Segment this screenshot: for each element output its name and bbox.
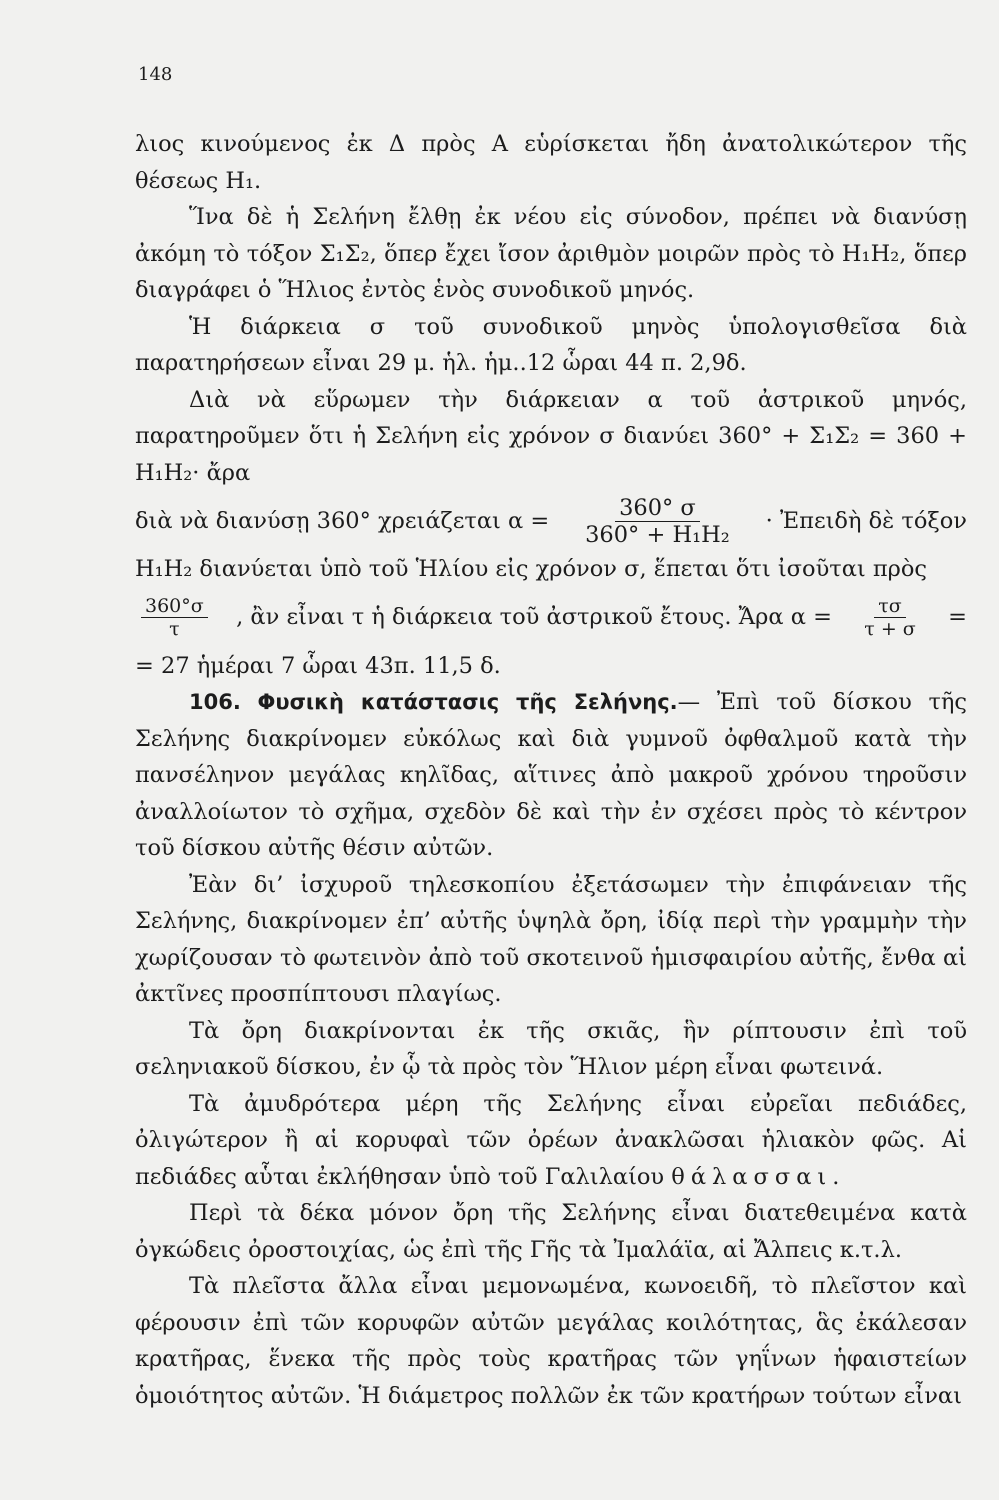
paragraph <box>135 1086 967 1196</box>
fraction <box>860 595 919 640</box>
section-number: 106. <box>189 690 241 714</box>
paragraph: Ἡ διάρκεια σ τοῦ συνοδικοῦ μηνὸς ὑπολογισθεῖσα διὰ παρατηρήσεων εἶναι 29 μ. ἡλ. ἡμ..12 ὧραι 44 π. 2,9δ. <box>135 313 967 376</box>
page-number: 148 <box>138 64 173 85</box>
paragraph-text: Τὰ ἀμυδρότερα μέρη τῆς Σελήνης εἶναι εὐρεῖαι πεδιάδες, ὀλιγώτερον ἢ αἱ κορυφαὶ τῶν ὀρέων ἀνακλῶσαι ἡλιακὸν φῶς. Αἱ πεδιάδες αὗται ἐκλήθησαν ὑπὸ τοῦ Γαλιλαίου <box>135 1090 967 1190</box>
paragraph: Ἵνα δὲ ἡ Σελήνη ἔλθῃ ἐκ νέου εἰς σύνοδον, πρέπει νὰ διανύσῃ ἀκόμη τὸ τόξον Σ₁Σ₂, ὅπερ ἔχει ἴσον ἀριθμὸν μοιρῶν πρὸς τὸ Η₁Η₂, ὅπερ διαγράφει ὁ Ἥλιος ἐντὸς ἑνὸς συνοδικοῦ μηνός. <box>135 204 967 303</box>
equation-line <box>135 588 967 648</box>
page-body <box>135 126 967 1414</box>
equals-sign: = <box>948 604 967 631</box>
fraction-denominator: τ <box>169 618 180 640</box>
fraction-numerator: 360° σ <box>615 495 700 522</box>
fraction <box>141 595 208 640</box>
paragraph: Διὰ νὰ εὕρωμεν τὴν διάρκειαν α τοῦ ἀστρικοῦ μηνός, παρατηροῦμεν ὅτι ἡ Σελήνη εἰς χρόνον σ διανύει 360° + Σ₁Σ₂ = 360 + Η₁Η₂· ἄρα <box>135 386 967 486</box>
equation-line <box>135 491 967 551</box>
equation-text: , ἂν εἶναι τ ἡ διάρκεια τοῦ ἀστρικοῦ ἔτους. Ἄρα α = <box>236 604 832 631</box>
fraction-numerator: τσ <box>874 595 905 618</box>
fraction-denominator: 360° + Η₁Η₂ <box>585 521 730 548</box>
paragraph: = 27 ἡμέραι 7 ὧραι 43π. 11,5 δ. <box>135 652 501 679</box>
paragraph: Τὰ ὄρη διακρίνονται ἐκ τῆς σκιᾶς, ἣν ρίπτουσιν ἐπὶ τοῦ σεληνιακοῦ δίσκου, ἐν ᾧ τὰ πρὸς τὸν Ἥλιον μέρη εἶναι φωτεινά. <box>135 1017 967 1080</box>
fraction <box>581 495 734 548</box>
equation-tail: · Ἐπειδὴ δὲ τόξον <box>765 507 967 534</box>
paragraph: Η₁Η₂ διανύεται ὑπὸ τοῦ Ἡλίου εἰς χρόνον σ, ἕπεται ὅτι ἰσοῦται πρὸς <box>135 556 928 582</box>
paragraph: Ἐὰν δι’ ἰσχυροῦ τηλεσκοπίου ἐξετάσωμεν τὴν ἐπιφάνειαν τῆς Σελήνης, διακρίνομεν ἐπ’ αὐτῆς ὑψηλὰ ὄρη, ἰδίᾳ περὶ τὴν γραμμὴν τὴν χωρίζουσαν τὸ φωτεινὸν ἀπὸ τοῦ σκοτεινοῦ ἡμισφαιρίου αὐτῆς, ἔνθα αἱ ἀκτῖνες προσπίπτουσι πλαγίως. <box>135 871 967 1007</box>
fraction-denominator: τ + σ <box>864 618 916 640</box>
section-paragraph <box>135 684 967 867</box>
section-title: Φυσικὴ κατάστασις τῆς Σελήνης. <box>257 690 678 714</box>
fraction-numerator: 360°σ <box>141 595 208 618</box>
paragraph: Τὰ πλεῖστα ἄλλα εἶναι μεμονωμένα, κωνοειδῆ, τὸ πλεῖστον καὶ φέρουσιν ἐπὶ τῶν κορυφῶν αὐτῶν μεγάλας κοιλότητας, ἃς ἐκάλεσαν κρατῆρας, ἕνεκα τῆς πρὸς τοὺς κρατῆρας τῶν γηΐνων ἡφαιστείων ὁμοιότητος αὐτῶν. Ἡ διάμετρος πολλῶν ἐκ τῶν κρατήρων τούτων εἶναι <box>135 1273 967 1409</box>
paragraph: Περὶ τὰ δέκα μόνον ὄρη τῆς Σελήνης εἶναι διατεθειμένα κατὰ ὀγκώδεις ὀροστοιχίας, ὡς ἐπὶ τῆς Γῆς τὰ Ἰμαλάϊα, αἱ Ἄλπεις κ.τ.λ. <box>135 1200 967 1263</box>
paragraph: λιος κινούμενος ἐκ Δ πρὸς Α εὑρίσκεται ἤδη ἀνατολικώτερον τῆς θέσεως Η₁. <box>135 131 967 194</box>
section-text: — Ἐπὶ τοῦ δίσκου τῆς Σελήνης διακρίνομεν εὐκόλως καὶ διὰ γυμνοῦ ὀφθαλμοῦ κατὰ τὴν πανσέληνον μεγάλας κηλῖδας, αἵτινες ἀπὸ μακροῦ χρόνου τηροῦσιν ἀναλλοίωτον τὸ σχῆμα, σχεδὸν δὲ καὶ τὴν ἐν σχέσει πρὸς τὸ κέντρον τοῦ δίσκου αὐτῆς θέσιν αὐτῶν. <box>135 689 967 861</box>
spaced-term: θάλασσαι. <box>671 1163 846 1190</box>
equation-lead: διὰ νὰ διανύσῃ 360° χρειάζεται α = <box>135 507 550 534</box>
